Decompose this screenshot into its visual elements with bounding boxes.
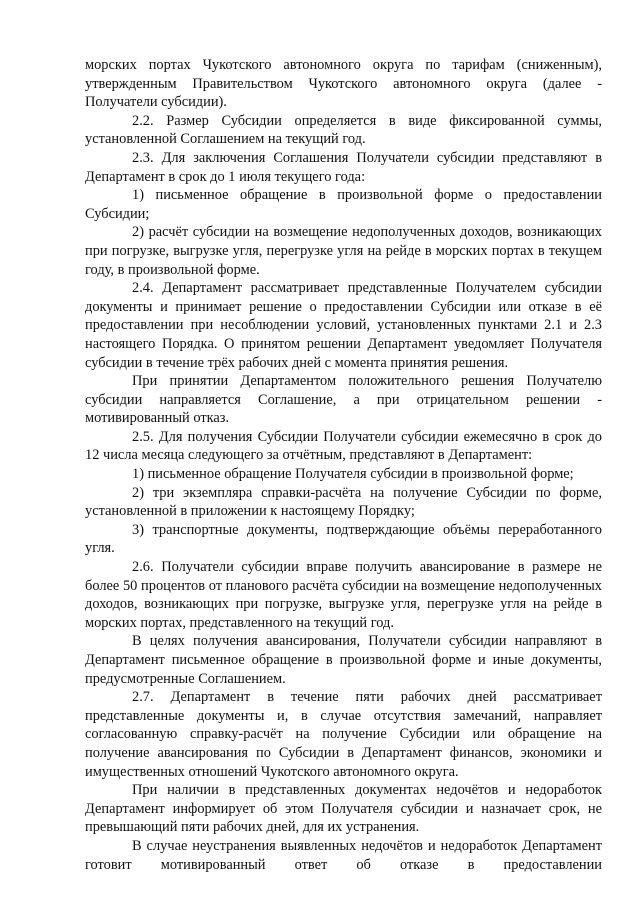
paragraph-2-2: 2.2. Размер Субсидии определяется в виде фиксированной суммы, установленной Соглашением на текущий год. (85, 112, 602, 148)
list-item-2-3-2: 2) расчёт субсидии на возмещение недополученных доходов, возникающих при погрузке, выгрузке угля, перегрузке угля на рейде в морских портах в текущем году, в произвольной форме. (85, 224, 602, 278)
list-item-2-5-2: 2) три экземпляра справки-расчёта на получение Субсидии по форме, установленной в приложении к настоящему Порядку; (85, 484, 602, 520)
paragraph-2-7-refusal: В случае неустранения выявленных недочётов и недоработок Департамент готовит мотивированный ответ об отказе в предоставлении (85, 837, 602, 873)
paragraph-2-4: 2.4. Департамент рассматривает представленные Получателем субсидии документы и принимает решение о предоставлении Субсидии или отказе в её предоставлении при несоблюдении условий, установленных пунктами 2.1 и 2.3 настоящего Порядка. О принятом решении Департамент уведомляет Получателя субсидии в течение трёх рабочих дней с момента принятия решения. (85, 280, 602, 371)
document-page (85, 56, 602, 874)
list-item-2-3-1: 1) письменное обращение в произвольной форме о предоставлении Субсидии; (85, 187, 602, 222)
paragraph-2-3: 2.3. Для заключения Соглашения Получатели субсидии представляют в Департамент в срок до 1 июля текущего года: (85, 149, 602, 185)
paragraph-2-5: 2.5. Для получения Субсидии Получатели субсидии ежемесячно в срок до 12 числа месяца следующего за отчётным, представляют в Департамент: (85, 428, 602, 464)
paragraph-2-4-decision: При принятии Департаментом положительного решения Получателю субсидии направляется Соглашение, а при отрицательном решении - мотивированный отказ. (85, 373, 602, 427)
paragraph-continuation: морских портах Чукотского автономного округа по тарифам (сниженным), утвержденным Правительством Чукотского автономного округа (далее - Получатели субсидии). (85, 57, 602, 111)
list-item-2-5-3: 3) транспортные документы, подтверждающие объёмы переработанного угля. (85, 521, 602, 557)
paragraph-2-6: 2.6. Получатели субсидии вправе получить авансирование в размере не более 50 процентов от планового расчёта субсидии на возмещение недополученных доходов, возникающих при погрузке, выгрузке угля, перегрузке угля на рейде в морских портах, представленного на текущий год. (85, 559, 602, 631)
paragraph-2-7: 2.7. Департамент в течение пяти рабочих дней рассматривает представленные документы и, в случае отсутствия замечаний, направляет согласованную справку-расчёт на получение Субсидии или обращение на получение авансирования по Субсидии в Департамент финансов, экономики и имущественных отношений Чукотского автономного округа. (85, 689, 602, 780)
paragraph-2-7-deficiencies: При наличии в представленных документах недочётов и недоработок Департамент информирует об этом Получателя субсидии и назначает срок, не превышающий пяти рабочих дней, для их устранения. (85, 782, 602, 836)
list-item-2-5-1: 1) письменное обращение Получателя субсидии в произвольной форме; (132, 466, 574, 483)
paragraph-2-6-advance: В целях получения авансирования, Получатели субсидии направляют в Департамент письменное обращение в произвольной форме и иные документы, предусмотренные Соглашением. (85, 633, 602, 687)
